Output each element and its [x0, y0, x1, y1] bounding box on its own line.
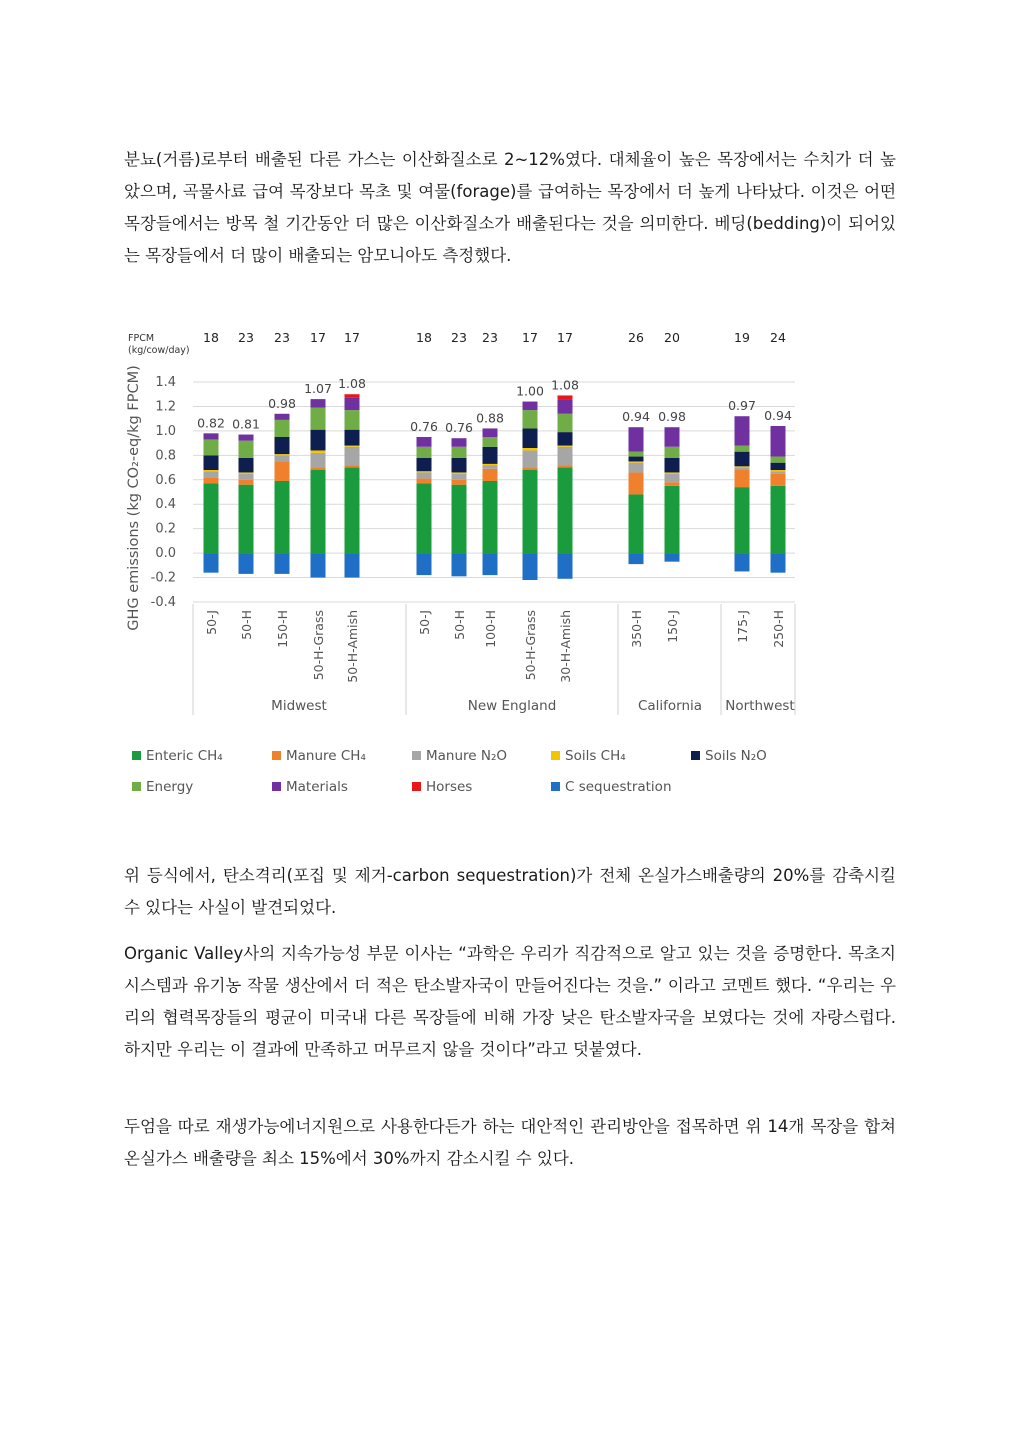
legend-item — [691, 748, 767, 764]
bar-segment — [735, 553, 750, 571]
bar-segment — [345, 468, 360, 554]
bar-segment — [665, 472, 680, 473]
bar-segment — [665, 486, 680, 553]
fpcm-value: 23 — [274, 330, 290, 345]
category-label: 50-J — [204, 610, 219, 635]
bar-segment — [523, 428, 538, 448]
bar-segment — [452, 485, 467, 553]
bar-segment — [239, 474, 254, 480]
bar-segment — [629, 452, 644, 457]
bar-segment — [558, 468, 573, 554]
legend-swatch — [551, 782, 560, 791]
category-label: 175-J — [735, 610, 750, 643]
fpcm-value: 26 — [628, 330, 644, 345]
paragraph-manure-n2o: 분뇨(거름)로부터 배출된 다른 가스는 이산화질소로 2~12%였다. 대체율이 높은 목장에서는 수치가 더 높았으며, 곡물사료 급여 목장보다 목초 및 여물(forage)를 급여하는 목장에서 더 높게 나타났다. 이것은 어떤 목장들에서는 방목 철 기간동안 더 많은 이산화질소가 배출된다는 것을 의미한다. 베딩(bedding)이 되어있는 목장들에서 더 많이 배출되는 암모니아도 측정했다. — [124, 150, 896, 265]
bar-segment — [204, 553, 219, 573]
bar-segment — [311, 399, 326, 408]
bar-segment — [452, 458, 467, 473]
legend-label: Horses — [426, 779, 473, 795]
bar-total-label: 0.98 — [268, 395, 296, 411]
bar-segment — [417, 471, 432, 472]
bar-segment — [345, 465, 360, 467]
category-label: 50-H — [239, 610, 254, 640]
group-label: New England — [467, 698, 557, 714]
bar-segment — [735, 466, 750, 467]
bar-segment — [204, 477, 219, 483]
category-label: 50-H-Grass — [311, 610, 326, 681]
bar-segment — [558, 414, 573, 432]
bar-segment — [771, 470, 786, 471]
bar-segment — [771, 463, 786, 470]
bar-segment — [417, 458, 432, 471]
category-label: 50-J — [417, 610, 432, 635]
bar-segment — [771, 553, 786, 573]
bar-segment — [204, 439, 219, 455]
bar-segment — [523, 450, 538, 467]
bar-segment — [629, 427, 644, 451]
bar-segment — [275, 414, 290, 420]
bar-segment — [483, 553, 498, 575]
bar-total-label: 1.07 — [304, 381, 332, 397]
bar-segment — [452, 480, 467, 485]
bar-segment — [483, 428, 498, 437]
bar-total-label: 1.00 — [516, 383, 544, 399]
y-tick-label: 1.2 — [155, 399, 176, 415]
bar-segment — [345, 394, 360, 398]
fpcm-label: FPCM — [128, 333, 155, 344]
paragraph-alternative-management: 두엄을 따로 재생가능에너지원으로 사용한다든가 하는 대안적인 관리방안을 접목하면 위 14개 목장을 합쳐 온실가스 배출량을 최소 15%에서 30%까지 감소시킬 수 있다. — [124, 1117, 896, 1168]
bar-total-label: 0.76 — [410, 419, 438, 434]
legend-swatch — [551, 751, 560, 760]
bar-segment — [275, 455, 290, 461]
category-label: 50-H-Grass — [523, 610, 538, 681]
bar-segment — [483, 437, 498, 447]
bar-segment — [558, 432, 573, 445]
legend-item — [132, 748, 223, 764]
legend-item — [412, 748, 507, 764]
bar-segment — [735, 470, 750, 487]
legend-swatch — [132, 782, 141, 791]
bar-total-label: 0.81 — [232, 416, 260, 432]
paragraph-carbon-sequestration: 위 등식에서, 탄소격리(포집 및 제거-carbon sequestration)가 전체 온실가스배출량의 20%를 감축시킬 수 있다는 사실이 발견되었다. — [124, 866, 896, 917]
bar-segment — [735, 487, 750, 553]
y-tick-label: 0.8 — [155, 448, 176, 464]
bar-segment — [417, 447, 432, 458]
bar-segment — [523, 448, 538, 450]
legend-swatch — [412, 782, 421, 791]
y-tick-label: 1.0 — [155, 423, 176, 439]
legend-item — [272, 779, 348, 795]
bar-segment — [311, 468, 326, 470]
legend-item — [551, 779, 672, 795]
bar-segment — [417, 437, 432, 447]
bar-segment — [558, 446, 573, 447]
legend-label: Manure CH₄ — [286, 748, 366, 764]
legend-label: Materials — [286, 779, 348, 795]
legend-label: Soils N₂O — [705, 748, 767, 764]
legend-item — [551, 748, 626, 764]
fpcm-value: 17 — [522, 330, 538, 345]
bar-segment — [558, 465, 573, 467]
bar-segment — [204, 471, 219, 477]
bar-segment — [204, 455, 219, 470]
bar-segment — [665, 447, 680, 458]
bar-segment — [629, 472, 644, 494]
group-label: Northwest — [725, 698, 795, 714]
bar-segment — [558, 395, 573, 399]
bar-segment — [665, 553, 680, 562]
bar-segment — [239, 553, 254, 574]
fpcm-value: 17 — [344, 330, 360, 345]
bar-segment — [239, 472, 254, 473]
bar-segment — [523, 410, 538, 428]
ghg-emissions-chart — [118, 322, 808, 722]
bar-total-label: 0.97 — [728, 398, 756, 414]
bar-segment — [452, 474, 467, 480]
bar-total-label: 0.94 — [764, 408, 792, 423]
bar-segment — [204, 483, 219, 553]
bar-segment — [735, 446, 750, 452]
bar-segment — [665, 458, 680, 473]
bar-segment — [629, 553, 644, 564]
bar-total-label: 0.76 — [445, 420, 473, 436]
bar-segment — [239, 485, 254, 553]
fpcm-value: 23 — [451, 330, 467, 345]
bar-segment — [311, 450, 326, 452]
bar-segment — [665, 482, 680, 486]
bar-total-label: 0.98 — [658, 409, 686, 425]
bar-segment — [483, 465, 498, 469]
legend-swatch — [272, 782, 281, 791]
fpcm-value: 18 — [416, 330, 432, 345]
bar-segment — [345, 430, 360, 446]
category-label: 350-H — [629, 610, 644, 648]
y-tick-label: 0.6 — [155, 472, 176, 488]
legend-swatch — [412, 751, 421, 760]
bar-segment — [771, 474, 786, 486]
bar-segment — [239, 480, 254, 485]
group-label: California — [637, 698, 703, 714]
bar-segment — [417, 553, 432, 575]
legend-label: Soils CH₄ — [565, 748, 626, 764]
bar-segment — [523, 468, 538, 470]
fpcm-value: 23 — [482, 330, 498, 345]
bar-total-label: 1.08 — [551, 377, 579, 393]
y-tick-label: 0.2 — [155, 521, 176, 537]
bar-total-label: 0.88 — [476, 410, 504, 426]
bar-segment — [239, 458, 254, 473]
bar-segment — [483, 447, 498, 464]
legend-label: Manure N₂O — [426, 748, 508, 764]
bar-total-label: 0.94 — [622, 409, 650, 425]
bar-segment — [483, 464, 498, 465]
bar-segment — [771, 457, 786, 463]
bar-segment — [311, 430, 326, 451]
bar-segment — [345, 447, 360, 465]
y-tick-label: 1.4 — [155, 375, 176, 390]
bar-segment — [311, 408, 326, 430]
y-tick-label: 0.4 — [155, 497, 176, 513]
bar-segment — [523, 553, 538, 580]
bar-segment — [275, 437, 290, 454]
category-label: 150-H — [275, 610, 290, 648]
bar-segment — [452, 438, 467, 447]
y-tick-label: -0.2 — [150, 570, 176, 586]
fpcm-unit-label: (kg/cow/day) — [128, 345, 190, 356]
legend-swatch — [691, 751, 700, 760]
fpcm-value: 17 — [310, 330, 326, 345]
bar-segment — [275, 481, 290, 553]
bar-segment — [523, 402, 538, 411]
y-tick-label: 0.0 — [155, 546, 176, 562]
bar-segment — [417, 472, 432, 478]
fpcm-value: 23 — [238, 330, 254, 345]
bar-segment — [345, 446, 360, 447]
bar-segment — [311, 553, 326, 577]
y-axis-label: GHG emissions (kg CO₂-eq/kg FPCM) — [126, 365, 142, 631]
bar-segment — [665, 474, 680, 483]
bar-segment — [345, 410, 360, 430]
paragraph-organic-valley-quote: Organic Valley사의 지속가능성 부문 이사는 “과학은 우리가 직감적으로 알고 있는 것을 증명한다. 목초지 시스템과 유기농 작물 생산에서 더 적은 탄소발자국이 만들어진다는 것을.” 이라고 코멘트 했다. “우리는 우리의 협력목장들의 평균이 미국내 다른 목장들에 비해 가장 낮은 탄소발자국을 보였다는 것에 자랑스럽다. 하지만 우리는 이 결과에 만족하고 머무르지 않을 것이다”라고 덧붙였다. — [124, 944, 896, 1059]
category-label: 50-H-Amish — [345, 610, 360, 683]
bar-segment — [771, 426, 786, 457]
bar-segment — [629, 457, 644, 462]
bar-total-label: 0.82 — [197, 415, 225, 431]
legend-swatch — [132, 751, 141, 760]
bar-segment — [239, 441, 254, 458]
category-label: 100-H — [483, 610, 498, 648]
bar-segment — [204, 433, 219, 439]
bar-segment — [275, 553, 290, 574]
fpcm-value: 24 — [770, 330, 786, 345]
fpcm-value: 20 — [664, 330, 680, 345]
bar-segment — [204, 470, 219, 471]
bar-segment — [735, 416, 750, 445]
bar-segment — [452, 472, 467, 473]
bar-segment — [452, 553, 467, 576]
bar-segment — [558, 399, 573, 414]
category-label: 150-J — [665, 610, 680, 643]
bar-segment — [275, 461, 290, 481]
bar-segment — [735, 452, 750, 467]
bar-segment — [735, 468, 750, 470]
legend-label: Energy — [146, 779, 194, 795]
bar-segment — [452, 447, 467, 458]
bar-segment — [629, 494, 644, 553]
fpcm-value: 18 — [203, 330, 219, 345]
legend-item — [272, 748, 366, 764]
legend-label: Enteric CH₄ — [146, 748, 223, 764]
bar-segment — [311, 453, 326, 468]
bar-segment — [275, 420, 290, 437]
legend-item — [132, 779, 193, 795]
y-tick-label: -0.4 — [150, 595, 176, 610]
bar-segment — [629, 463, 644, 473]
bar-segment — [771, 471, 786, 473]
bar-segment — [558, 447, 573, 465]
fpcm-value: 19 — [734, 330, 750, 345]
legend-label: C sequestration — [565, 779, 672, 795]
bar-segment — [417, 479, 432, 484]
bar-segment — [345, 398, 360, 410]
group-label: Midwest — [271, 698, 327, 714]
bar-segment — [771, 486, 786, 553]
category-label: 50-H — [452, 610, 467, 640]
category-label: 250-H — [771, 610, 786, 648]
bar-segment — [483, 469, 498, 481]
legend-item — [412, 779, 472, 795]
bar-segment — [523, 470, 538, 553]
bar-segment — [311, 470, 326, 553]
category-label: 30-H-Amish — [558, 610, 573, 683]
bar-segment — [483, 481, 498, 553]
fpcm-value: 17 — [557, 330, 573, 345]
bar-segment — [345, 553, 360, 577]
bar-segment — [558, 553, 573, 579]
legend-swatch — [272, 751, 281, 760]
bar-segment — [239, 435, 254, 441]
bar-segment — [629, 461, 644, 462]
bar-segment — [665, 427, 680, 447]
bar-segment — [417, 483, 432, 553]
bar-total-label: 1.08 — [338, 376, 366, 392]
bar-segment — [275, 454, 290, 455]
